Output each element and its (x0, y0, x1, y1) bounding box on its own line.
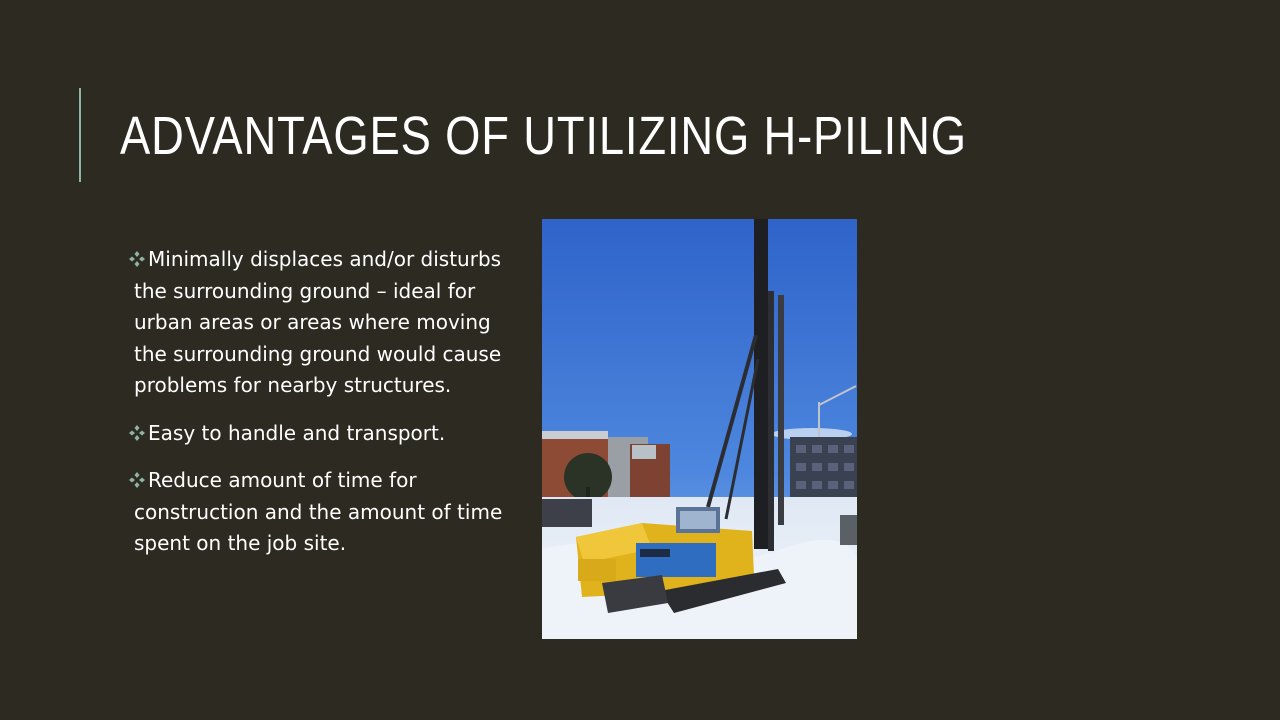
bullet-list (128, 244, 518, 560)
bullet-text: Reduce amount of time for construction and the amount of time spent on the job site. (134, 468, 503, 555)
bullet-item (128, 465, 518, 560)
title-accent-bar (79, 88, 81, 182)
bullet-item (128, 244, 518, 402)
bullet-text: Easy to handle and transport. (148, 420, 446, 445)
bullet-item (128, 418, 518, 450)
bullet-text: Minimally displaces and/or disturbs the surrounding ground – ideal for urban areas or areas where moving the surrounding ground would cause problems for nearby structures. (134, 247, 502, 397)
diamond-bullet-icon (128, 250, 146, 268)
diamond-bullet-icon (128, 471, 146, 489)
diamond-bullet-icon (128, 424, 146, 442)
pile-driving-rig-photo (542, 219, 857, 639)
slide-title: ADVANTAGES OF UTILIZING H-PILING (120, 106, 967, 166)
